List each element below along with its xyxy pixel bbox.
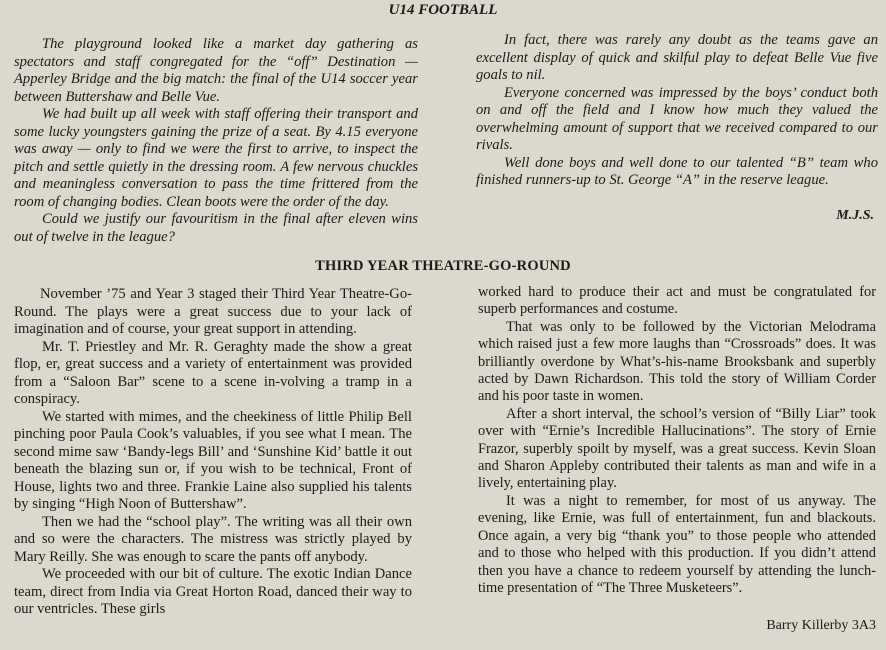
paragraph: worked hard to produce their act and must be congratulated for superb performances and costume.: [478, 284, 876, 318]
football-left-column: [14, 36, 418, 246]
paragraph: Everyone concerned was impressed by the boys’ conduct both on and off the field and I know how much they valued the overwhelming amount of support that we received compared to our rivals.: [476, 84, 878, 153]
paragraph: After a short interval, the school’s version of “Billy Liar” took over with “Ernie’s Incredible Hallucinations”. The story of Ernie Frazor, superbly spoilt by myself, was a great success. Kevin Sloan and Sharon Appleby contributed their talents as man and wife in a lively, entertaining play.: [478, 405, 876, 492]
paragraph: Could we justify our favouritism in the final after eleven wins out of twelve in the league?: [14, 211, 418, 245]
theatre-article-title: THIRD YEAR THEATRE-GO-ROUND: [315, 258, 571, 274]
paragraph: Well done boys and well done to our talented “B” team who finished runners-up to St. George “A” in the reserve league.: [476, 154, 878, 188]
paragraph: That was only to be followed by the Victorian Melodrama which raised just a few more laughs than “Crossroads” does. It was brilliantly overdone by What’s-his-name Brooksbank and superbly acted by Dawn Richardson. This told the story of William Corder and his poor taste in women.: [478, 318, 876, 405]
paragraph: November ’75 and Year 3 staged their Third Year Theatre-Go-Round. The plays were a great success due to your lack of imagination and of course, your great support in attending.: [14, 286, 412, 337]
paragraph: We started with mimes, and the cheekiness of little Philip Bell pinching poor Paula Cook’s valuables, if you see what I mean. The second mime saw ‘Bandy-legs Bill’ and ‘Sunshine Kid’ battle it out beneath the blazing sun or, if you wish to be technical, Front of House, lights two and three. Frankie Laine also supplied his talents by singing “High Noon of Buttershaw”.: [14, 408, 412, 512]
football-author-signature: M.J.S.: [836, 208, 874, 223]
football-article-title: U14 FOOTBALL: [388, 2, 498, 18]
theatre-left-column: [14, 286, 412, 619]
paragraph: We had built up all week with staff offering their transport and some lucky youngsters gaining the prize of a seat. By 4.15 everyone was away — only to find we were the first to arrive, to inspect the pitch and settle quietly in the dressing room. A few nervous chuckles and meaningless conversation to pass the time frittered from the room of changing bodies. Clean boots were the order of the day.: [14, 106, 418, 210]
paragraph: In fact, there was rarely any doubt as the teams gave an excellent display of quick and skilful play to defeat Belle Vue five goals to nil.: [476, 32, 878, 83]
paragraph: Then we had the “school play”. The writing was all their own and so were the characters. The mistress was strictly played by Mary Reilly. She was enough to scare the pants off anybody.: [14, 513, 412, 565]
theatre-right-column: [478, 284, 876, 597]
paragraph: We proceeded with our bit of culture. The exotic Indian Dance team, direct from India via Great Horton Road, danced their way to our ventricles. These girls: [14, 566, 412, 617]
paragraph: Mr. T. Priestley and Mr. R. Geraghty made the show a great flop, er, great success and a variety of entertainment was provided from a “Saloon Bar” scene to a scene in-volving a tramp in a conspiracy.: [14, 338, 412, 407]
theatre-author-signature: Barry Killerby 3A3: [766, 618, 876, 633]
paragraph: The playground looked like a market day gathering as spectators and staff congregated for the “off” Destination — Apperley Bridge and the big match: the final of the U14 soccer year between Buttershaw and Belle Vue.: [14, 36, 418, 105]
football-right-column: [476, 32, 878, 190]
paragraph: It was a night to remember, for most of us anyway. The evening, like Ernie, was full of entertainment, fun and blackouts. Once again, a very big “thank you” to those people who attended and to those who helped with this production. If you didn’t attend then you have a chance to redeem yourself by attending the lunch-time presentation of “The Three Musketeers”.: [478, 492, 876, 596]
